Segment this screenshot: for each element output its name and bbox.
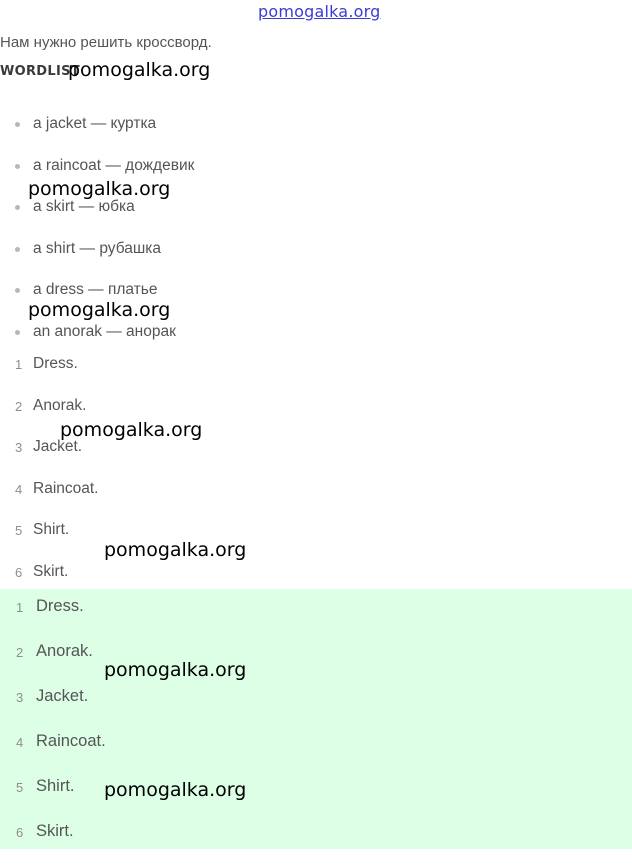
site-link[interactable]: pomogalka.org [258,2,381,21]
wordlist [0,114,632,364]
list-item-text: a raincoat — дождевик [33,156,195,174]
watermark-text: pomogalka.org [104,659,247,681]
answer-item [0,596,632,641]
bullet-icon [15,247,20,252]
answer-number: 4 [16,735,24,750]
answer-text: Dress. [36,597,84,615]
list-item-text: a jacket — куртка [33,115,157,132]
watermark-text: pomogalka.org [104,539,247,561]
answer-item [0,686,632,731]
watermark-text: pomogalka.org [28,178,171,200]
answer-number: 5 [15,523,23,539]
list-item [0,114,632,156]
list-item [0,239,632,281]
list-item-text: a dress — платье [33,281,158,299]
answer-number: 3 [15,440,23,456]
list-item [0,197,632,239]
watermark-text: pomogalka.org [104,779,247,801]
answer-text: Raincoat. [33,479,99,497]
bullet-icon [15,205,20,210]
answer-item [0,479,632,521]
answer-item [0,437,632,479]
answer-text: Shirt. [36,777,75,795]
section-title: WORDLIST [0,64,80,79]
bullet-icon [15,288,20,293]
answer-number: 1 [15,357,23,372]
answer-number: 3 [16,690,24,705]
answer-item [0,641,632,686]
watermark-text: pomogalka.org [28,299,171,321]
answer-number: 6 [16,825,24,840]
answer-number: 2 [16,645,24,660]
answer-text: Anorak. [33,396,87,414]
list-item-text: a shirt — рубашка [33,239,162,257]
list-item-text: an anorak — анорак [33,322,176,340]
answer-number: 1 [16,600,24,615]
answer-item [0,821,632,866]
answer-number: 4 [15,481,23,497]
answer-text: Skirt. [33,562,69,580]
answer-list [0,354,632,604]
answer-text: Raincoat. [36,732,106,750]
list-item-text: a skirt — юбка [33,198,135,216]
bullet-icon [15,164,20,169]
answer-text: Jacket. [36,687,89,705]
answer-text: Skirt. [36,822,74,840]
answer-number: 2 [15,398,23,414]
answer-text: Anorak. [36,642,93,660]
answer-text: Jacket. [33,438,83,456]
bullet-icon [15,122,20,127]
answer-text: Shirt. [33,521,70,539]
answer-number: 5 [16,780,24,795]
answer-text: Dress. [33,355,78,372]
watermark-text: pomogalka.org [68,59,211,81]
answer-item [0,776,632,821]
answer-item [0,520,632,562]
answer-number: 6 [15,564,23,580]
answer-item [0,731,632,776]
bullet-icon [15,330,20,335]
answer-item [0,354,632,396]
highlighted-answer-list [0,596,632,866]
intro-text: Нам нужно решить кроссворд. [0,34,212,51]
watermark-text: pomogalka.org [60,419,203,441]
